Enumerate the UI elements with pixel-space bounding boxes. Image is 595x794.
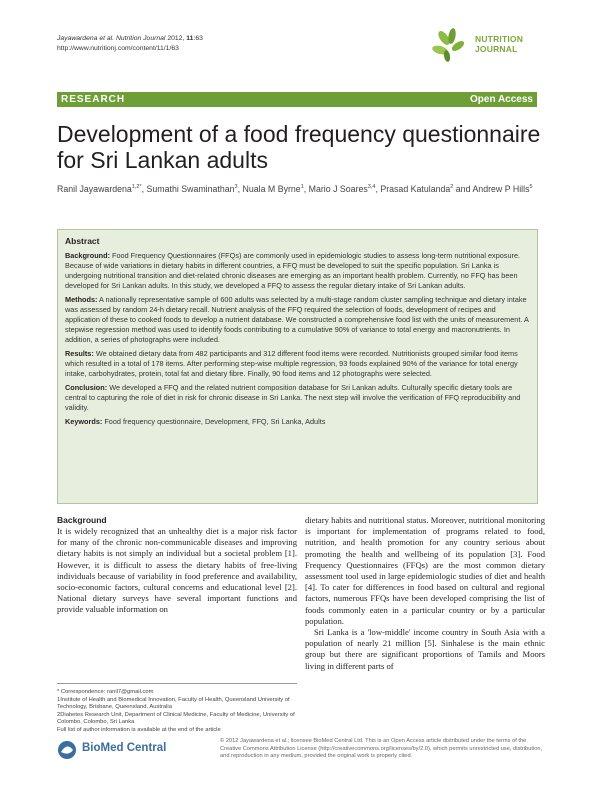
affiliation-2: 2Diabetes Research Unit, Department of Clinical Medicine, Faculty of Medicine, University of Colombo, Colombo, Sri Lanka xyxy=(57,711,295,725)
abstract-conclusion-text: We developed a FFQ and the related nutrient composition database for Sri Lankan adults. Culturally specific dietary tools are central to capturing the role of diet in risk for chronic disease in Sri Lanka. The next step will involve the verification of FFQ reproducibility and validity. xyxy=(65,383,521,412)
abstract-results-label: Results: xyxy=(65,349,94,358)
author-affiliation-sup: 2 xyxy=(450,184,454,190)
publisher-name: BioMed Central xyxy=(82,742,167,754)
citation-authors: Jayawardena xyxy=(57,35,98,42)
author-affiliation-sup: 3,4 xyxy=(367,184,376,190)
body-column-right xyxy=(305,515,545,672)
citation-journal: et al. Nutrition Journal xyxy=(97,35,166,42)
journal-logo-text xyxy=(475,34,523,54)
abstract-methods-text: A nationally representative sample of 600 adults was selected by a multi-stage random cluster sampling technique and dietary intake was assessed by random 24-h dietary recall. Nutrient analysis of the FFQ required the selection of foods, development of recipes and application of these to cooked foods to develop a nutrient database. We constructed a comprehensive food list with the units of measurement. A stepwise regression method was used to identify foods contributing to a cumulative 90% of variance to total energy and macronutrients. In addition, a series of photographs were included. xyxy=(65,295,529,344)
abstract-background-text: Food Frequency Questionnaires (FFQs) are commonly used in epidemiologic studies to assess long-term nutritional exposure. Because of wide variations in dietary habits in different countries, a FFQ must be developed to suit the specific population. Sri Lanka is undergoing nutritional transition and diet-related chronic diseases are emerging as an important health problem. Currently, no FFQ has been developed for Sri Lankan adults. In this study, we developed a FFQ to assess the regular dietary intake of Sri Lankan adults. xyxy=(65,251,521,290)
abstract-box xyxy=(57,229,538,504)
citation-year: 2012, xyxy=(165,35,187,42)
author-name[interactable]: Nuala M Byrne xyxy=(242,183,301,194)
author-list xyxy=(57,181,547,196)
abstract-conclusion-label: Conclusion: xyxy=(65,383,108,392)
abstract-results xyxy=(65,349,530,379)
author-name[interactable]: Andrew P Hills xyxy=(472,183,530,194)
citation-header xyxy=(57,34,203,53)
author-affiliation-sup: 1 xyxy=(300,184,304,190)
citation-url[interactable]: http://www.nutritionj.com/content/11/1/63 xyxy=(57,44,179,52)
abstract-keywords-text: Food frequency questionnaire, Development, FFQ, Sri Lanka, Adults xyxy=(102,417,326,426)
background-paragraph-3: Sri Lanka is a 'low-middle' income country in South Asia with a population of nearly 21 million [5]. Sinhalese is the main ethnic group but there are significant proportions of Tamils and Moors living in different parts of xyxy=(305,627,545,671)
author-affiliation-sup: 1,2* xyxy=(131,184,142,190)
author-separator: , xyxy=(141,183,147,194)
abstract-keywords-label: Keywords: xyxy=(65,417,103,426)
author-affiliation-sup: 5 xyxy=(529,184,533,190)
background-paragraph-2: dietary habits and nutritional status. Moreover, nutritional monitoring is important for implementation of programs related to food, nutrition, and health promotion for any country serious about promoting the health and wellbeing of its population [3]. Food Frequency Questionnaires (FFQs) are the most common dietary assessment tool used in large epidemiologic studies of diet and health [4]. To cater for differences in food based on cultural and regional factors, numerous FFQs have been developed comprising the list of foods commonly eaten in a particular country or by a particular population. xyxy=(305,515,545,626)
abstract-conclusion xyxy=(65,383,530,413)
citation-volume: 11 xyxy=(186,35,194,42)
journal-logo-line-1: NUTRITION xyxy=(475,34,524,44)
author-name[interactable]: Mario J Soares xyxy=(308,183,368,194)
abstract-methods xyxy=(65,295,530,345)
abstract-keywords xyxy=(65,417,530,427)
abstract-heading: Abstract xyxy=(65,236,100,246)
background-paragraph-1: It is widely recognized that an unhealthy diet is a major risk factor for many of the chronic non-communicable diseases and improving dietary habits is not simply an individual but a societal problem [1]. However, it is difficult to assess the dietary habits of free-living individuals because of variability in food preference and availability, socio-economic factors, cultural concerns and educational level [2]. National dietary surveys have several important functions and provide valuable information on xyxy=(57,526,297,615)
article-title: Development of a food frequency questionnaire for Sri Lankan adults xyxy=(57,121,541,173)
author-name[interactable]: Sumathi Swaminathan xyxy=(146,183,235,194)
citation-page: :63 xyxy=(193,35,203,42)
abstract-results-text: We obtained dietary data from 482 participants and 312 different food items were recorded. Nutritionists grouped similar food items which resulted in a total of 178 items. After performing step-wise multiple regression, 93 foods explained 90% of the variance for total energy intake, carbohydrates, protein, total fat and dietary fibre. Finally, 90 food items and 12 photographs were selected. xyxy=(65,349,518,378)
author-name[interactable]: Prasad Katulanda xyxy=(380,183,451,194)
footnotes xyxy=(57,683,297,734)
correspondence-note[interactable]: * Correspondence: ranil7@gmail.com xyxy=(57,689,154,695)
section-bar xyxy=(57,92,537,107)
author-name[interactable]: Ranil Jayawardena xyxy=(57,183,132,194)
author-separator: , xyxy=(303,183,309,194)
author-separator: and xyxy=(453,183,473,194)
abstract-background-label: Background: xyxy=(65,251,110,260)
author-separator: , xyxy=(237,183,243,194)
background-heading: Background xyxy=(57,515,107,525)
author-affiliation-sup: 3 xyxy=(234,184,238,190)
affiliation-1: 1Institute of Health and Biomedical Innovation, Faculty of Health, Queensland University of Technology, Brisbane, Queensland, Australia xyxy=(57,696,290,710)
body-column-left xyxy=(57,515,297,616)
author-separator: , xyxy=(375,183,381,194)
journal-logo-line-2: JOURNAL xyxy=(475,44,518,54)
citation-line-1 xyxy=(57,34,203,44)
author-info-note: Full list of author information is available at the end of the article xyxy=(57,726,221,733)
abstract-methods-label: Methods: xyxy=(65,295,98,304)
license-text: © 2012 Jayawardena et al.; licensee BioMed Central Ltd. This is an Open Access article distributed under the terms of the Creative Commons Attribution License (http://creativecommons.org/licenses/by/2.0), which permits unrestricted use, distribution, and reproduction in any medium, provided the original work is properly cited. xyxy=(220,738,543,760)
section-label: RESEARCH xyxy=(61,94,126,105)
open-access-label: Open Access xyxy=(470,94,533,105)
abstract-background xyxy=(65,251,530,291)
